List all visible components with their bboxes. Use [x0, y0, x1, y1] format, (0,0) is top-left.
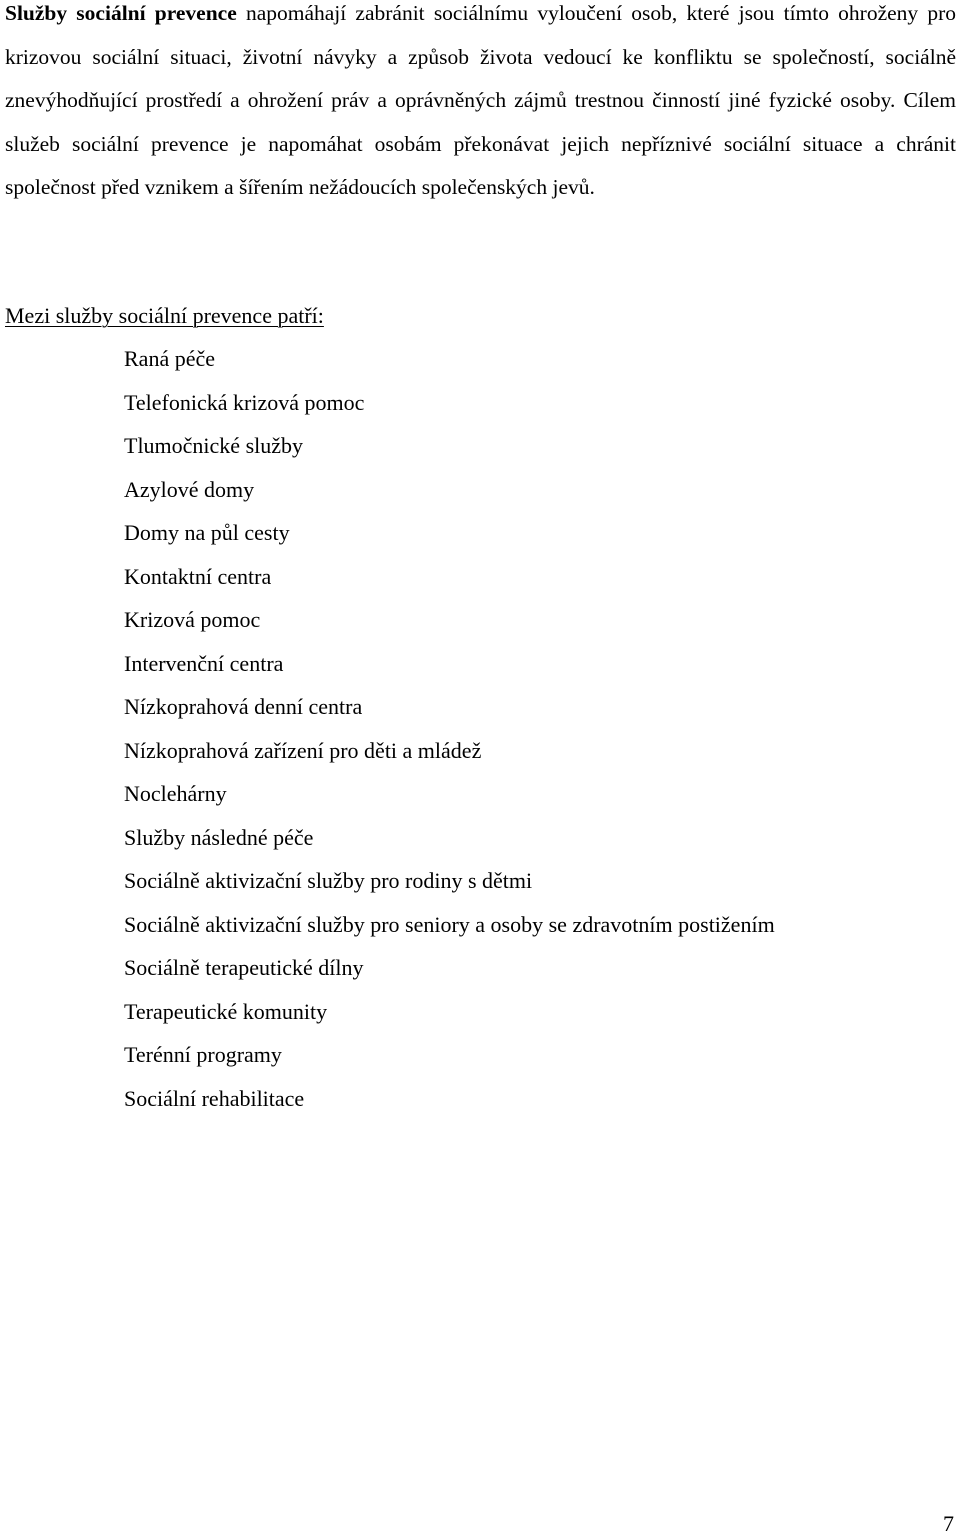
list-item: Telefonická krizová pomoc — [124, 389, 365, 415]
intro-text: napomáhají zabránit sociálnímu vyloučení osob, které jsou tímto ohroženy pro krizovou sociální situaci, životní návyky a způsob života vedoucí ke konfliktu se společností, sociálně znevýhodňující prostředí a ohrožení práv a oprávněných zájmů trestnou činností jiné fyzické osoby. Cílem služeb sociální prevence je napomáhat osobám překonávat jejich nepříznivé sociální situace a chránit společnost před vznikem a šířením nežádoucích společenských jevů. — [5, 1, 956, 199]
list-item: Intervenční centra — [124, 650, 284, 676]
page-number: 7 — [943, 1511, 954, 1536]
list-item: Terapeutické komunity — [124, 998, 328, 1024]
list-item: Nízkoprahová zařízení pro děti a mládež — [124, 737, 482, 763]
list-item: Domy na půl cesty — [124, 520, 290, 545]
list-item: Terénní programy — [124, 1042, 282, 1067]
list-item: Kontaktní centra — [124, 563, 272, 589]
list-item: Sociálně aktivizační služby pro rodiny s dětmi — [124, 868, 533, 893]
list-heading: Mezi služby sociální prevence patří: — [5, 303, 324, 328]
intro-paragraph — [5, 0, 956, 210]
list-item: Raná péče — [124, 346, 215, 371]
service-list — [124, 337, 775, 1120]
list-item: Tlumočnické služby — [124, 433, 304, 458]
list-item: Sociální rehabilitace — [124, 1085, 305, 1111]
list-item: Nízkoprahová denní centra — [124, 694, 363, 719]
list-item: Noclehárny — [124, 781, 227, 806]
intro-bold-lead: Služby sociální prevence — [5, 1, 237, 25]
list-item: Služby následné péče — [124, 824, 314, 850]
list-item: Azylové domy — [124, 476, 255, 502]
list-item: Krizová pomoc — [124, 607, 261, 632]
list-item: Sociálně aktivizační služby pro seniory a osoby se zdravotním postižením — [124, 911, 775, 937]
list-item: Sociálně terapeutické dílny — [124, 955, 364, 980]
